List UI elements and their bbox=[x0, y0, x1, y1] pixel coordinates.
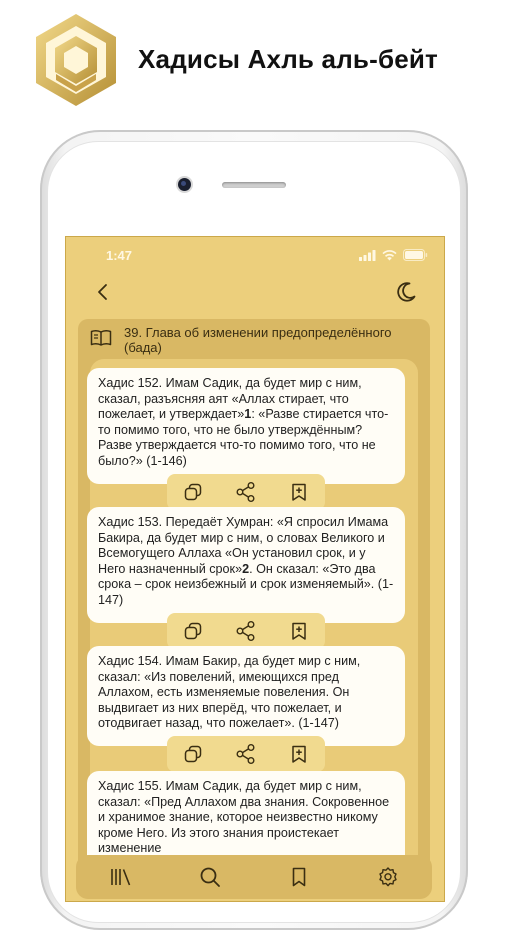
hadith-card bbox=[87, 507, 405, 649]
hadith-text bbox=[87, 507, 405, 623]
app-title: Хадисы Ахль аль-бейт bbox=[138, 44, 438, 74]
share-button[interactable] bbox=[235, 481, 257, 503]
wifi-icon bbox=[382, 250, 397, 261]
library-icon bbox=[109, 866, 133, 888]
back-button[interactable] bbox=[92, 281, 114, 303]
book-icon bbox=[90, 329, 112, 347]
bookmark-add-button[interactable] bbox=[288, 620, 310, 642]
earpiece-speaker bbox=[222, 182, 286, 188]
bookmark-icon bbox=[289, 866, 309, 888]
status-icons bbox=[359, 249, 428, 261]
copy-icon bbox=[183, 621, 203, 641]
hadith-card bbox=[87, 646, 405, 772]
share-button[interactable] bbox=[235, 743, 257, 765]
hadith-text-part: : «Разве стирается что-то помимо того, что не было утверждённым? Разве утверждается что-то помимо того, что не было?» (1-146) bbox=[98, 407, 389, 468]
bookmark-add-icon bbox=[289, 621, 309, 641]
chapter-title: 39. Глава об изменении предопределённого (бада) bbox=[124, 325, 392, 355]
bookmark-add-button[interactable] bbox=[288, 743, 310, 765]
bookmark-add-button[interactable] bbox=[288, 481, 310, 503]
footnote-ref[interactable]: 1 bbox=[244, 407, 252, 422]
copy-icon bbox=[183, 482, 203, 502]
settings-icon bbox=[376, 865, 400, 889]
copy-button[interactable] bbox=[182, 481, 204, 503]
copy-button[interactable] bbox=[182, 743, 204, 765]
hadith-actions bbox=[167, 474, 325, 510]
status-time: 1:47 bbox=[106, 248, 133, 263]
hadith-actions bbox=[167, 736, 325, 772]
tab-bookmarks[interactable] bbox=[285, 863, 313, 891]
share-icon bbox=[235, 743, 257, 765]
hadith-text-part: Хадис 152. Имам Садик, да будет мир с ним, сказал, разъясняя аят «Аллах стирает, что пожелает, и утверждает» bbox=[98, 376, 362, 422]
hadith-card bbox=[87, 368, 405, 510]
front-camera bbox=[178, 178, 191, 191]
tab-search[interactable] bbox=[196, 863, 224, 891]
hadith-text bbox=[87, 368, 405, 484]
share-button[interactable] bbox=[235, 620, 257, 642]
copy-button[interactable] bbox=[182, 620, 204, 642]
share-icon bbox=[235, 620, 257, 642]
copy-icon bbox=[183, 744, 203, 764]
app-screen bbox=[65, 236, 445, 902]
tab-settings[interactable] bbox=[374, 863, 402, 891]
search-icon bbox=[198, 865, 222, 889]
bookmark-add-icon bbox=[289, 744, 309, 764]
bottom-tab-bar bbox=[76, 855, 432, 899]
hadith-text bbox=[87, 646, 405, 746]
theme-toggle-button[interactable] bbox=[394, 280, 418, 304]
footnote-ref[interactable]: 2 bbox=[242, 561, 250, 576]
hadith-actions bbox=[167, 613, 325, 649]
tab-library[interactable] bbox=[107, 863, 135, 891]
hadith-text-part: . Он сказал: «Это два срока – срок неизбежный и срок изменяемый». (1-147) bbox=[98, 561, 394, 607]
share-icon bbox=[235, 481, 257, 503]
hadith-text-part: Хадис 154. Имам Бакир, да будет мир с ним, сказал: «Из повелений, имеющихся пред Аллахом, есть изменяемые повеления. Он выдвигает из них вперёд, что пожелает, и отодвигает назад, что пожелает». (1-147) bbox=[98, 654, 361, 731]
signal-icon bbox=[359, 250, 376, 261]
bookmark-add-icon bbox=[289, 482, 309, 502]
hadith-text-part: Хадис 153. Передаёт Хумран: «Я спросил Имама Бакира, да будет мир с ним, о словах Великого и Всемогущего Аллаха «Он установил срок, и у Него назначенный срок» bbox=[98, 515, 389, 576]
battery-icon bbox=[403, 249, 428, 261]
hadith-text-part: Хадис 155. Имам Садик, да будет мир с ним, сказал: «Пред Аллахом два знания. Сокровенное и хранимое знание, которое неизвестно никому кроме Него. Из этого знания проистекает изменение bbox=[98, 779, 390, 856]
app-logo bbox=[34, 12, 118, 108]
